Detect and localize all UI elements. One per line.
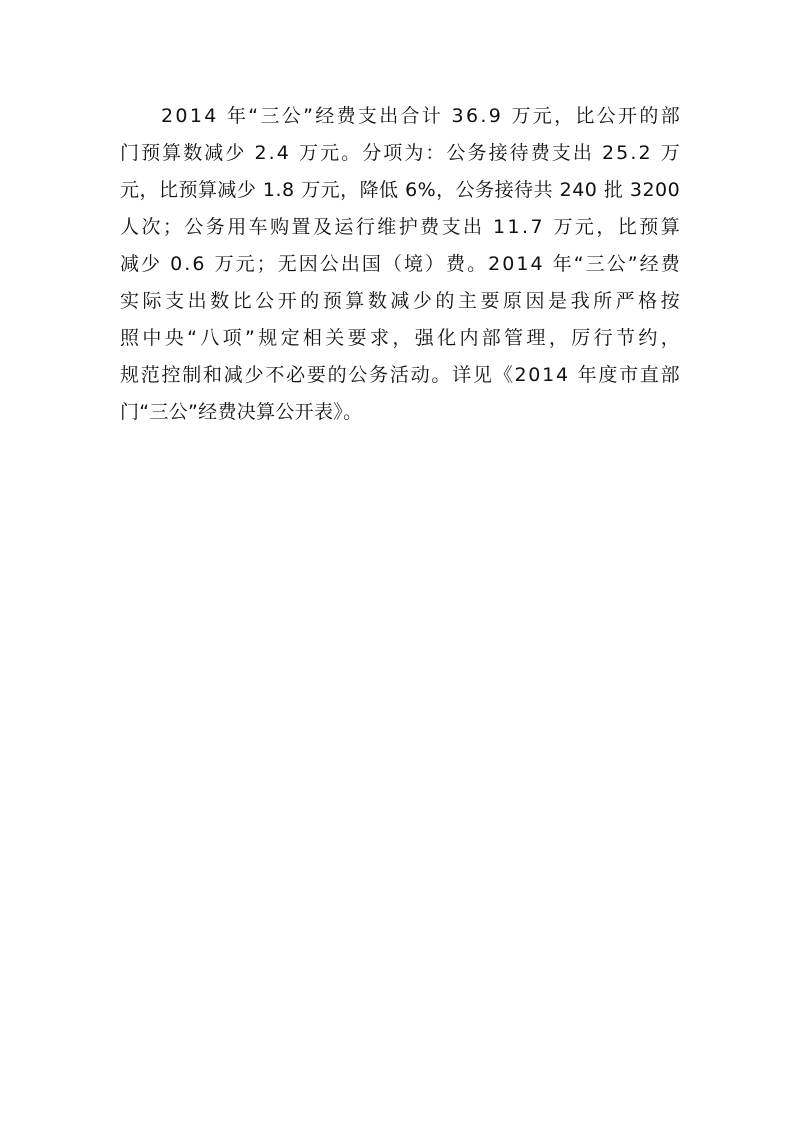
- paragraph-line-7: [120, 320, 684, 357]
- paragraph-line-5-text: 减少 0.6 万元；无因公出国（境）费。2014 年“三公”经费: [120, 253, 682, 275]
- paragraph-line-3-text: 元，比预算减少 1.8 万元，降低 6%，公务接待共 240 批 3200: [120, 179, 681, 201]
- paragraph-line-3: [120, 172, 680, 209]
- paragraph-line-4: [120, 209, 683, 246]
- paragraph-line-7-text: 照中央“八项”规定相关要求，强化内部管理，厉行节约，: [120, 327, 684, 349]
- paragraph-line-1: [120, 98, 683, 135]
- paragraph-line-6-text: 实际支出数比公开的预算数减少的主要原因是我所严格按: [120, 290, 684, 312]
- paragraph-line-8-text: 规范控制和减少不必要的公务活动。详见《2014 年度市直部: [120, 364, 682, 386]
- paragraph-line-4-text: 人次；公务用车购置及运行维护费支出 11.7 万元，比预算: [120, 216, 683, 238]
- paragraph-line-9: [120, 394, 680, 431]
- paragraph-line-1-text: 2014 年“三公”经费支出合计 36.9 万元，比公开的部: [161, 105, 683, 127]
- paragraph-line-2-text: 门预算数减少 2.4 万元。分项为：公务接待费支出 25.2 万: [120, 142, 682, 164]
- paragraph-line-8: [120, 357, 680, 394]
- paragraph-line-5: [120, 246, 680, 283]
- paragraph-line-9-text: 门“三公”经费决算公开表》。: [120, 401, 363, 423]
- paragraph-line-2: [120, 135, 680, 172]
- paragraph-line-6: [120, 283, 684, 320]
- body-paragraph: [120, 98, 684, 431]
